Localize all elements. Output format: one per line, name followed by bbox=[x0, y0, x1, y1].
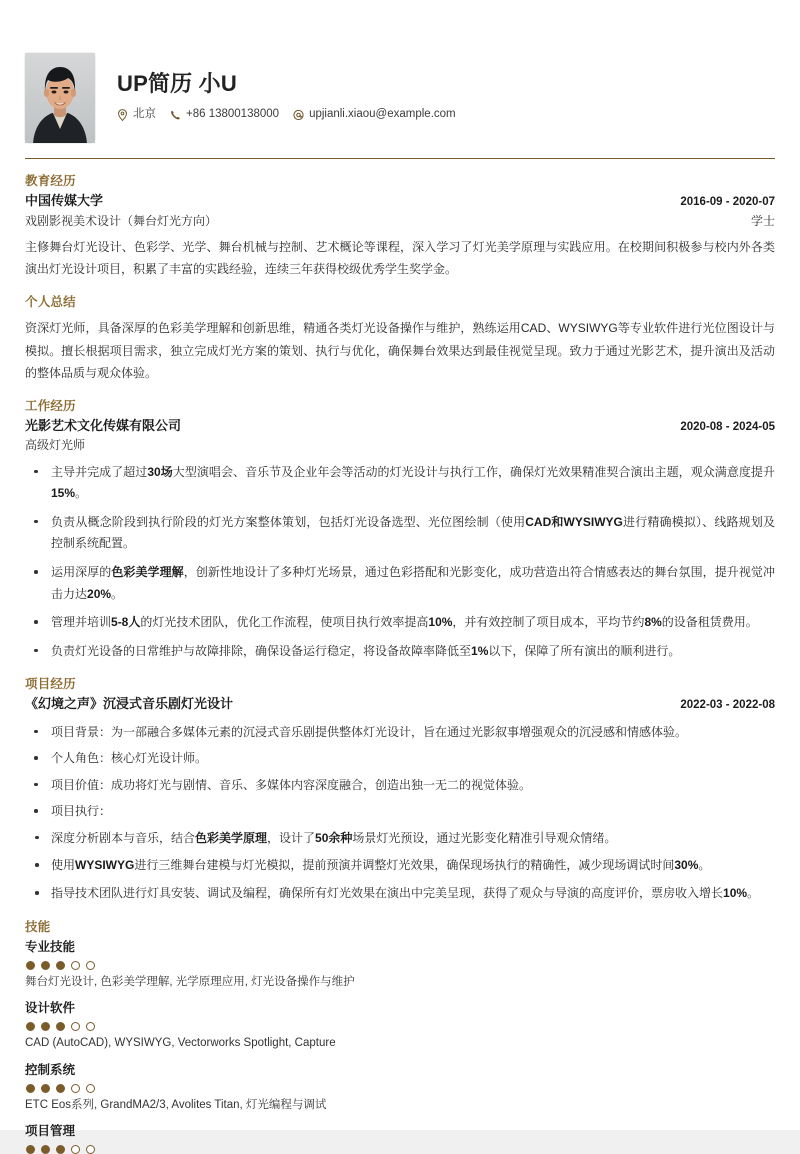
skill-dot-filled bbox=[26, 1084, 35, 1093]
work-role: 高级灯光师 bbox=[25, 438, 86, 453]
skill-group-items: 舞台灯光设计, 色彩美学理解, 光学原理应用, 灯光设备操作与维护 bbox=[25, 975, 355, 988]
list-item: 运用深厚的色彩美学理解，创新性地设计了多种灯光场景，通过色彩搭配和光影变化，成功营造出符合情感表达的舞台氛围，提升视觉冲击力达20%。 bbox=[25, 562, 775, 605]
list-item: 负责从概念阶段到执行阶段的灯光方案整体策划，包括灯光设备选型、光位图绘制（使用CAD和WYSIWYG进行精确模拟）、线路规划及控制系统配置。 bbox=[25, 512, 775, 555]
section-title-education: 教育经历 bbox=[25, 174, 76, 189]
contact-location-text: 北京 bbox=[133, 107, 156, 120]
project-sub-bullet-list bbox=[25, 828, 775, 905]
skill-level-dots bbox=[26, 1145, 775, 1154]
work-date: 2020-08 - 2024-05 bbox=[680, 420, 775, 433]
project-date: 2022-03 - 2022-08 bbox=[680, 699, 775, 712]
education-description: 主修舞台灯光设计、色彩学、光学、舞台机械与控制、艺术概论等课程，深入学习了灯光美学原理与实践应用。在校期间积极参与校内外各类演出灯光设计项目，积累了丰富的实践经验，连续三年获得校级优秀学生奖学金。 bbox=[25, 240, 775, 277]
skill-dot-empty bbox=[86, 1022, 95, 1031]
header-divider bbox=[25, 158, 775, 159]
list-item: 个人角色：核心灯光设计师。 bbox=[25, 748, 775, 770]
list-item: 深度分析剧本与音乐，结合色彩美学原理，设计了50余种场景灯光预设，通过光影变化精准引导观众情绪。 bbox=[25, 828, 775, 850]
list-item: 指导技术团队进行灯具安装、调试及编程，确保所有灯光效果在演出中完美呈现，获得了观众与导演的高度评价，票房收入增长10%。 bbox=[25, 883, 775, 905]
skill-dot-filled bbox=[56, 1084, 65, 1093]
skill-dot-filled bbox=[41, 1084, 50, 1093]
project-bullet-list bbox=[25, 722, 775, 823]
skill-group-name: 项目管理 bbox=[25, 1124, 76, 1139]
location-pin-icon bbox=[117, 109, 128, 121]
skill-level-dots bbox=[26, 961, 775, 970]
list-item: 项目价值：成功将灯光与剧情、音乐、多媒体内容深度融合，创造出独一无二的视觉体验。 bbox=[25, 775, 775, 797]
skill-group-items: CAD (AutoCAD), WYSIWYG, Vectorworks Spotlight, Capture bbox=[25, 1037, 336, 1050]
skill-dot-empty bbox=[71, 1084, 80, 1093]
resume-header bbox=[25, 0, 775, 148]
skill-level-dots bbox=[26, 1022, 775, 1031]
skill-dot-filled bbox=[41, 961, 50, 970]
education-major: 戏剧影视美术设计（舞台灯光方向） bbox=[25, 213, 218, 228]
contact-row bbox=[117, 109, 470, 121]
contact-phone bbox=[170, 109, 279, 121]
education-school: 中国传媒大学 bbox=[25, 193, 104, 209]
phone-icon bbox=[170, 109, 181, 121]
skill-group-name: 控制系统 bbox=[25, 1062, 76, 1077]
project-entry-head bbox=[25, 694, 775, 714]
summary-description: 资深灯光师，具备深厚的色彩美学理解和创新思维，精通各类灯光设备操作与维护，熟练运用CAD、WYSIWYG等专业软件进行光位图设计与模拟。擅长根据项目需求，独立完成灯光方案的策划、执行与优化，确保舞台效果达到最佳视觉呈现。致力于通过光影艺术，提升演出及活动的整体品质与观众体验。 bbox=[25, 321, 775, 380]
skill-dot-filled bbox=[26, 961, 35, 970]
list-item: 项目背景：为一部融合多媒体元素的沉浸式音乐剧提供整体灯光设计，旨在通过光影叙事增强观众的沉浸感和情感体验。 bbox=[25, 722, 775, 744]
skill-group-items: ETC Eos系列, GrandMA2/3, Avolites Titan, 灯光编程与调试 bbox=[25, 1098, 327, 1111]
section-title-work: 工作经历 bbox=[25, 398, 76, 413]
education-entry-sub bbox=[25, 212, 775, 231]
skill-dot-empty bbox=[86, 961, 95, 970]
work-entry-head bbox=[25, 416, 775, 436]
skill-group bbox=[25, 998, 775, 1054]
skill-dot-empty bbox=[71, 961, 80, 970]
skill-group bbox=[25, 937, 775, 993]
skill-dot-filled bbox=[26, 1145, 35, 1154]
section-title-skills: 技能 bbox=[25, 919, 51, 934]
education-degree: 学士 bbox=[750, 213, 775, 228]
email-at-icon bbox=[293, 109, 304, 121]
section-work bbox=[25, 398, 775, 662]
section-projects bbox=[25, 676, 775, 904]
skill-group bbox=[25, 1121, 775, 1154]
project-name: 《幻境之声》沉浸式音乐剧灯光设计 bbox=[25, 696, 234, 712]
skill-dot-empty bbox=[86, 1084, 95, 1093]
skill-group bbox=[25, 1060, 775, 1116]
skill-level-dots bbox=[26, 1084, 775, 1093]
header-text-block bbox=[117, 71, 470, 124]
list-item: 主导并完成了超过30场大型演唱会、音乐节及企业年会等活动的灯光设计与执行工作，确保灯光效果精准契合演出主题，观众满意度提升15%。 bbox=[25, 462, 775, 505]
skill-dot-filled bbox=[41, 1022, 50, 1031]
contact-email-text: upjianli.xiaou@example.com bbox=[309, 107, 456, 120]
list-item: 管理并培训5-8人的灯光技术团队，优化工作流程，使项目执行效率提高10%，并有效控制了项目成本，平均节约8%的设备租赁费用。 bbox=[25, 612, 775, 634]
contact-phone-text: +86 13800138000 bbox=[186, 107, 280, 120]
education-date: 2016-09 - 2020-07 bbox=[680, 196, 775, 209]
skill-group-name: 专业技能 bbox=[25, 939, 76, 954]
section-title-projects: 项目经历 bbox=[25, 677, 76, 692]
list-item: 项目执行： bbox=[25, 801, 775, 823]
section-summary bbox=[25, 294, 775, 383]
skill-dot-filled bbox=[56, 1022, 65, 1031]
section-title-summary: 个人总结 bbox=[25, 295, 76, 310]
section-education bbox=[25, 173, 775, 280]
contact-email bbox=[293, 109, 456, 121]
skill-dot-empty bbox=[86, 1145, 95, 1154]
list-item: 使用WYSIWYG进行三维舞台建模与灯光模拟，提前预演并调整灯光效果，确保现场执行的精确性，减少现场调试时间30%。 bbox=[25, 855, 775, 877]
page-title: UP简历 小U bbox=[117, 71, 237, 97]
skill-group-name: 设计软件 bbox=[25, 1001, 76, 1016]
skill-dot-empty bbox=[71, 1022, 80, 1031]
work-bullet-list bbox=[25, 462, 775, 663]
skill-dot-filled bbox=[26, 1022, 35, 1031]
education-entry-head bbox=[25, 191, 775, 211]
section-skills bbox=[25, 919, 775, 1154]
skill-dot-filled bbox=[56, 1145, 65, 1154]
work-entry-sub bbox=[25, 436, 775, 455]
skill-dot-empty bbox=[71, 1145, 80, 1154]
skill-dot-filled bbox=[41, 1145, 50, 1154]
list-item: 负责灯光设备的日常维护与故障排除，确保设备运行稳定，将设备故障率降低至1%以下，保障了所有演出的顺利进行。 bbox=[25, 641, 775, 663]
skills-groups bbox=[25, 937, 775, 1154]
avatar bbox=[25, 53, 95, 143]
contact-location bbox=[117, 109, 156, 121]
work-company: 光影艺术文化传媒有限公司 bbox=[25, 417, 182, 433]
skill-dot-filled bbox=[56, 961, 65, 970]
